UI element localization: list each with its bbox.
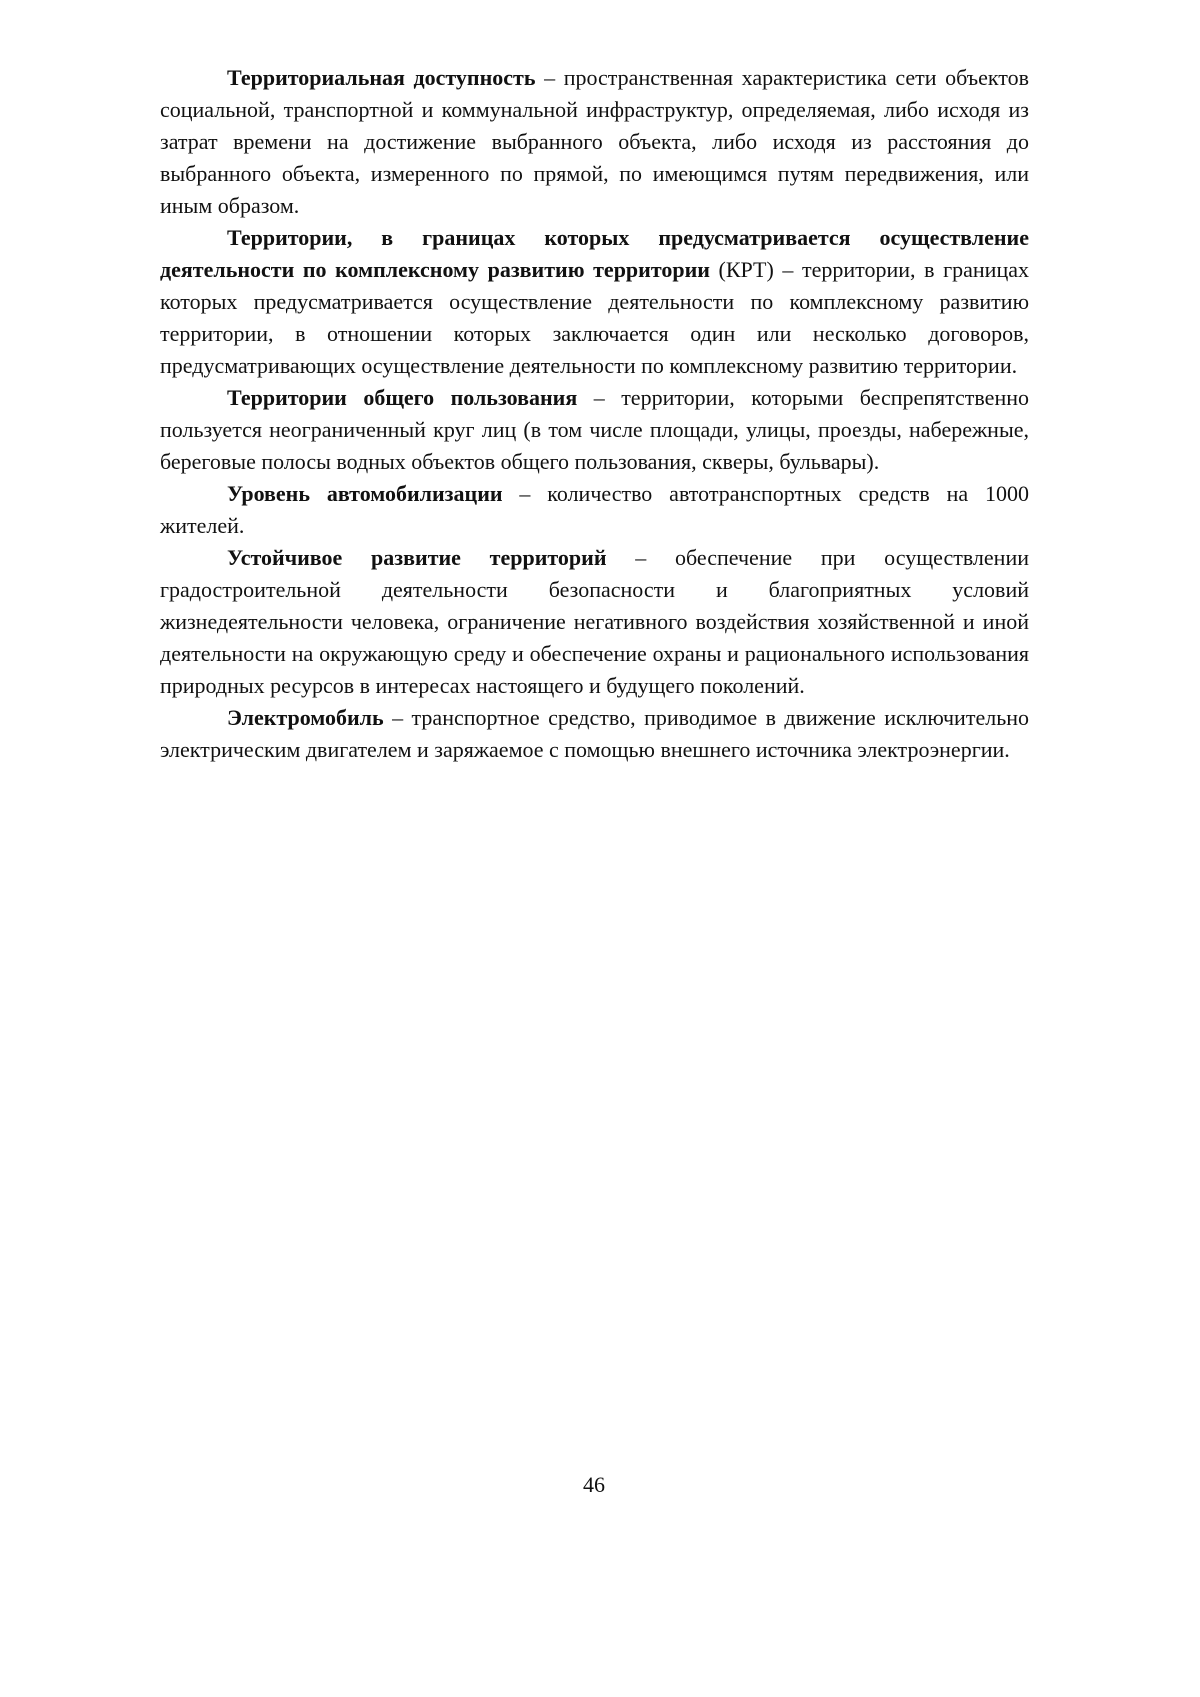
definition-term: Территории общего пользования — [227, 385, 578, 410]
definition-term: Электромобиль — [227, 705, 384, 730]
definition-paragraph — [160, 478, 1029, 542]
definition-paragraph — [160, 62, 1029, 222]
definition-text: – обеспечение при осуществлении градостроительной деятельности безопасности и благоприятных условий жизнедеятельности человека, ограничение негативного воздействия хозяйственной и иной деятельности на окружающую среду и обеспечение охраны и рационального использования природных ресурсов в интересах настоящего и будущего поколений. — [160, 545, 1029, 698]
definition-paragraph — [160, 222, 1029, 382]
definition-text: – количество автотранспортных средств на 1000 жителей. — [160, 481, 1029, 538]
definition-term: Уровень автомобилизации — [227, 481, 503, 506]
definition-paragraph — [160, 702, 1029, 766]
definition-paragraph — [160, 382, 1029, 478]
definition-term: Территориальная доступность — [227, 65, 536, 90]
definition-text: – территории, которыми беспрепятственно пользуется неограниченный круг лиц (в том числе площади, улицы, проезды, набережные, береговые полосы водных объектов общего пользования, скверы, бульвары). — [160, 385, 1029, 474]
definition-paragraph — [160, 542, 1029, 702]
definition-term: Территории, в границах которых предусматривается осуществление деятельности по комплексному развитию территории — [160, 225, 1029, 282]
document-body — [160, 62, 1029, 766]
definition-text: – транспортное средство, приводимое в движение исключительно электрическим двигателем и заряжаемое с помощью внешнего источника электроэнергии. — [160, 705, 1029, 762]
definition-text: – пространственная характеристика сети объектов социальной, транспортной и коммунальной инфраструктур, определяемая, либо исходя из затрат времени на достижение выбранного объекта, либо исходя из расстояния до выбранного объекта, измеренного по прямой, по имеющимся путям передвижения, или иным образом. — [160, 65, 1030, 218]
definition-term: Устойчивое развитие территорий — [227, 545, 607, 570]
definition-text: (КРТ) – территории, в границах которых предусматривается осуществление деятельности по комплексному развитию территории, в отношении которых заключается один или несколько договоров, предусматривающих осуществление деятельности по комплексному развитию территории. — [160, 257, 1029, 378]
page-number: 46 — [583, 1472, 605, 1497]
